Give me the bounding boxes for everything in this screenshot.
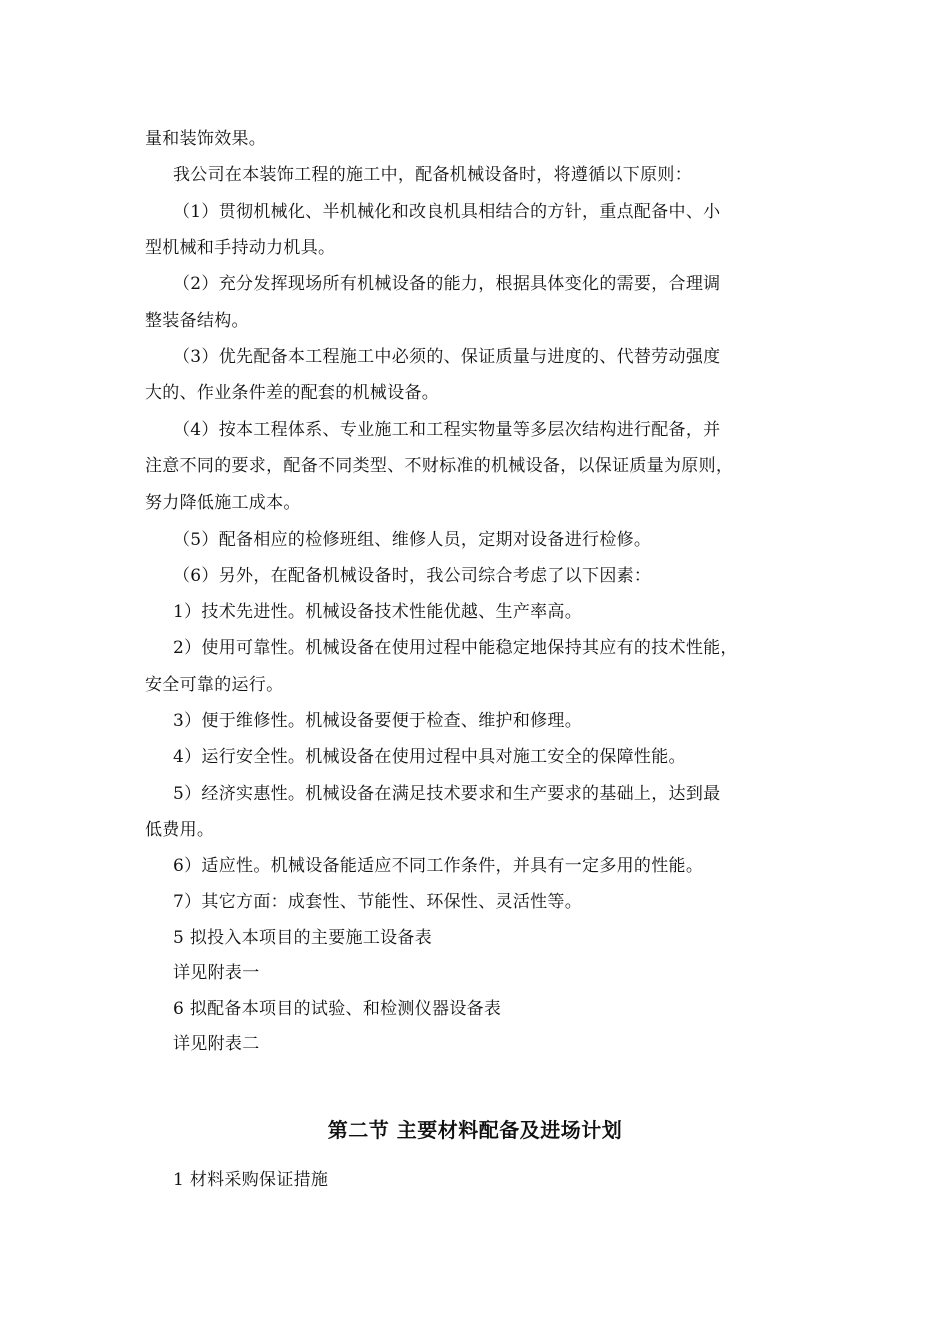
paragraph-line: 5）经济实惠性。机械设备在满足技术要求和生产要求的基础上，达到最 [173,784,721,804]
paragraph-line: 7）其它方面：成套性、节能性、环保性、灵活性等。 [173,892,583,912]
paragraph-line: 详见附表二 [173,1034,260,1054]
paragraph-line: 型机械和手持动力机具。 [145,238,336,258]
paragraph-line: 1）技术先进性。机械设备技术性能优越、生产率高。 [173,602,583,622]
paragraph-line: 6 拟配备本项目的试验、和检测仪器设备表 [173,999,502,1019]
paragraph-line: 6）适应性。机械设备能适应不同工作条件，并具有一定多用的性能。 [173,856,704,876]
paragraph-line: 整装备结构。 [145,311,249,331]
paragraph-line: 低费用。 [145,820,215,840]
paragraph-line: 量和装饰效果。 [145,129,267,149]
paragraph-line: 大的、作业条件差的配套的机械设备。 [145,383,440,403]
section-heading: 第二节 主要材料配备及进场计划 [327,1118,623,1142]
paragraph-line: （1）贯彻机械化、半机械化和改良机具相结合的方针，重点配备中、小 [173,202,721,222]
paragraph-line: 4）运行安全性。机械设备在使用过程中具对施工安全的保障性能。 [173,747,686,767]
paragraph-line: 我公司在本装饰工程的施工中，配备机械设备时，将遵循以下原则： [173,165,692,185]
paragraph-line: 安全可靠的运行。 [145,675,284,695]
paragraph-line: （4）按本工程体系、专业施工和工程实物量等多层次结构进行配备，并 [173,420,721,440]
subsection-title: 1 材料采购保证措施 [173,1170,329,1190]
paragraph-line: （3）优先配备本工程施工中必须的、保证质量与进度的、代替劳动强度 [173,347,721,367]
paragraph-line: （2）充分发挥现场所有机械设备的能力，根据具体变化的需要，合理调 [173,274,721,294]
paragraph-line: （5）配备相应的检修班组、维修人员，定期对设备进行检修。 [173,530,652,550]
paragraph-line: 努力降低施工成本。 [145,493,301,513]
paragraph-line: 2）使用可靠性。机械设备在使用过程中能稳定地保持其应有的技术性能， [173,638,738,658]
paragraph-line: 3）便于维修性。机械设备要便于检查、维护和修理。 [173,711,583,731]
paragraph-line: 注意不同的要求，配备不同类型、不财标准的机械设备，以保证质量为原则， [145,456,734,476]
paragraph-line: 5 拟投入本项目的主要施工设备表 [173,928,433,948]
paragraph-line: （6）另外，在配备机械设备时，我公司综合考虑了以下因素： [173,566,652,586]
paragraph-line: 详见附表一 [173,963,260,983]
